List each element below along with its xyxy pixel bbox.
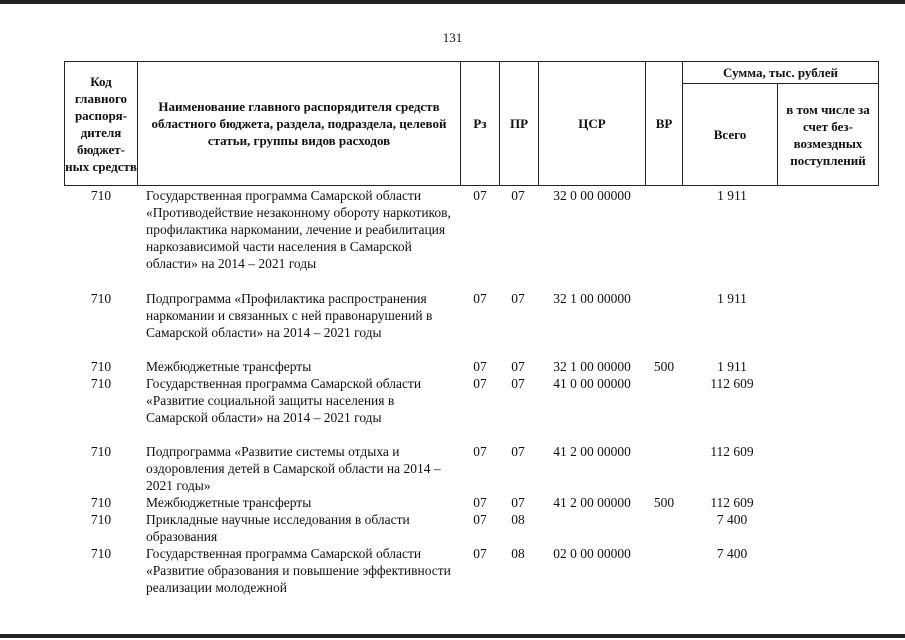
row-pr: 08 [511,546,525,561]
scan-top-edge [0,0,905,4]
header-name: Наименование главного распорядителя средств областного бюджета, раздела, подраздела, целевой статьи, группы видов расходов [137,61,461,186]
row-csr: 32 0 00 00000 [553,188,631,203]
row-rz: 07 [473,376,487,391]
row-name: Подпрограмма «Профилактика распространения наркомании и связанных с ней правонарушений в Самарской области» на 2014 – 2021 годы [146,291,433,340]
header-csr: ЦСР [538,61,646,186]
row-total: 1 911 [717,291,747,306]
row-code: 710 [90,291,112,306]
header-vr: ВР [645,61,683,186]
row-pr: 07 [511,359,525,374]
row-pr: 07 [511,444,525,459]
row-csr: 41 2 00 00000 [553,495,631,510]
row-vr: 500 [653,495,675,510]
row-csr: 41 0 00 00000 [553,376,631,391]
header-total: Всего [682,83,778,186]
row-name: Государственная программа Самарской области «Развитие образования и повышение эффективности реализации молодежной [146,546,451,595]
row-code: 710 [90,444,112,459]
row-name: Межбюджетные трансферты [146,495,312,510]
row-name: Подпрограмма «Развитие системы отдыха и оздоровления детей в Самарской области на 2014 – 2021 годы» [146,444,441,493]
page-number: 131 [442,30,463,45]
row-pr: 07 [511,495,525,510]
row-code: 710 [90,512,112,527]
scan-bottom-edge [0,634,905,638]
row-rz: 07 [473,512,487,527]
row-rz: 07 [473,188,487,203]
row-total: 112 609 [710,444,754,459]
row-pr: 07 [511,376,525,391]
row-csr: 02 0 00 00000 [553,546,631,561]
header-code: Код главного распоря- дителя бюджет- ных средств [64,61,138,186]
row-rz: 07 [473,359,487,374]
row-rz: 07 [473,291,487,306]
row-code: 710 [90,376,112,391]
row-vr: 500 [653,359,675,374]
header-rz: Рз [460,61,500,186]
row-csr: 32 1 00 00000 [553,359,631,374]
row-total: 7 400 [716,546,748,561]
row-total: 7 400 [716,512,748,527]
row-code: 710 [90,359,112,374]
row-rz: 07 [473,444,487,459]
row-total: 112 609 [710,376,754,391]
header-grants: в том числе за счет без- возмездных поступлений [777,83,879,186]
row-code: 710 [90,495,112,510]
row-name: Государственная программа Самарской области «Противодействие незаконному обороту наркотиков, профилактика наркомании, лечение и реабилитация наркозависимой части населения в Самарской области» на 2014 – 2021 годы [146,188,451,271]
row-code: 710 [90,546,112,561]
row-rz: 07 [473,546,487,561]
row-code: 710 [90,188,112,203]
row-total: 1 911 [717,359,747,374]
row-csr: 32 1 00 00000 [553,291,631,306]
row-csr: 41 2 00 00000 [553,444,631,459]
header-sum: Сумма, тыс. рублей [682,61,879,84]
row-pr: 07 [511,188,525,203]
row-name: Государственная программа Самарской области «Развитие социальной защиты населения в Самарской области» на 2014 – 2021 годы [146,376,422,425]
header-pr: ПР [499,61,539,186]
row-name: Межбюджетные трансферты [146,359,312,374]
row-name: Прикладные научные исследования в области образования [146,512,410,544]
row-pr: 07 [511,291,525,306]
row-total: 112 609 [710,495,754,510]
row-pr: 08 [511,512,525,527]
row-rz: 07 [473,495,487,510]
row-total: 1 911 [717,188,747,203]
